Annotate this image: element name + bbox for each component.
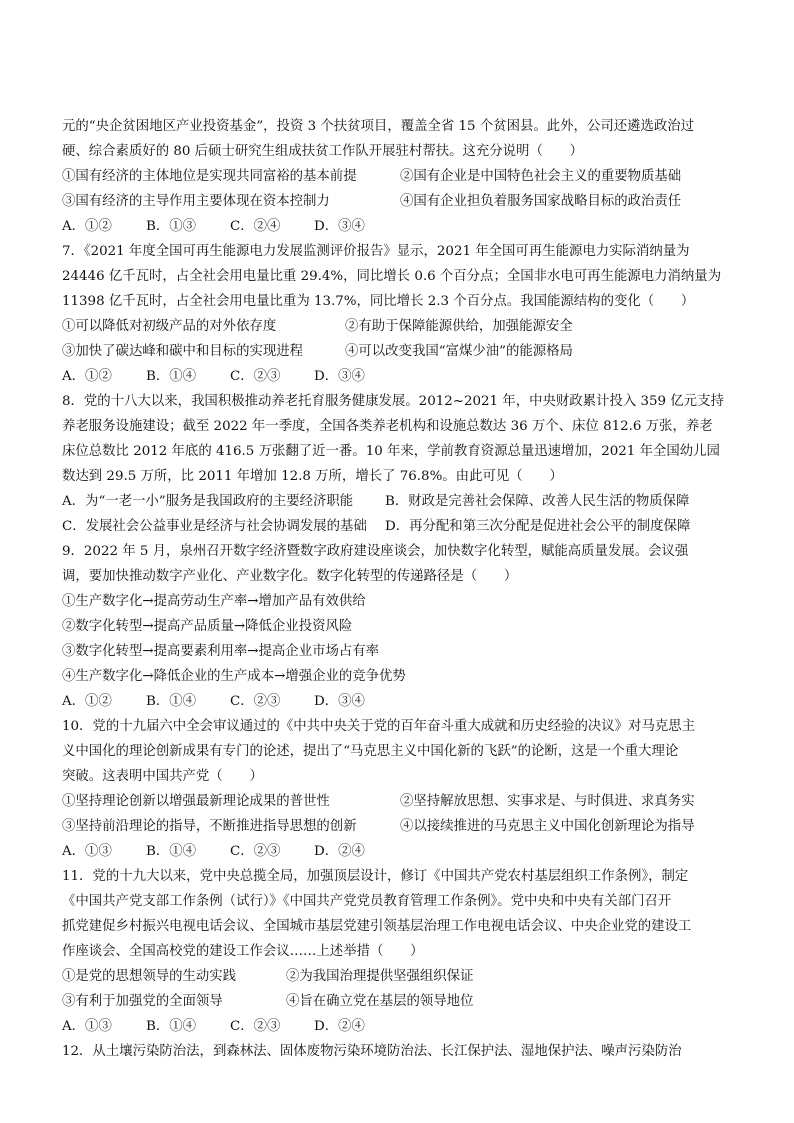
question-stem-line: 8．党的十八大以来，我国积极推动养老托育服务健康发展。2012~2021 年，中央财政累计投入 359 亿元支持 bbox=[62, 394, 724, 409]
option-row bbox=[62, 814, 732, 839]
question-6 bbox=[62, 114, 732, 239]
answer-d: D．③④ bbox=[314, 219, 365, 234]
answer-c: C．②③ bbox=[230, 369, 281, 384]
option-4: ④国有企业担负着服务国家战略目标的政治责任 bbox=[400, 194, 682, 209]
question-stem-line: 义中国化的理论创新成果有专门的论述，提出了“马克思主义中国化新的飞跃”的论断，这是一个重大理论 bbox=[62, 744, 679, 759]
option-row bbox=[62, 964, 732, 989]
question-stem-line: 数达到 29.5 万所，比 2011 年增加 12.8 万所，增长了 76.8%。由此可见（ ） bbox=[62, 469, 563, 484]
question-9 bbox=[62, 539, 732, 714]
option-3: ③有利于加强党的全面领导 bbox=[62, 994, 223, 1009]
choice-d: D．再分配和第三次分配是促进社会公平的制度保障 bbox=[385, 519, 691, 534]
answer-choices bbox=[62, 839, 732, 864]
choice-a: A．为“一老一小”服务是我国政府的主要经济职能 bbox=[62, 494, 354, 509]
option-4: ④旨在确立党在基层的领导地位 bbox=[286, 994, 474, 1009]
choice-row bbox=[62, 489, 732, 514]
question-stem-line: 《中国共产党支部工作条例（试行）》《中国共产党党员教育管理工作条例》。党中央和中央有关部门召开 bbox=[62, 894, 672, 909]
question-stem-line: 12．从土壤污染防治法，到森林法、固体废物污染环境防治法、长江保护法、湿地保护法、噪声污染防治 bbox=[62, 1044, 682, 1059]
answer-b: B．①③ bbox=[146, 219, 197, 234]
option-2: ②有助于保障能源供给，加强能源安全 bbox=[345, 319, 573, 334]
question-7 bbox=[62, 239, 732, 389]
option-2: ②国有企业是中国特色社会主义的重要物质基础 bbox=[400, 169, 682, 184]
question-stem-line: 11．党的十九大以来，党中央总揽全局，加强顶层设计，修订《中国共产党农村基层组织工作条例》，制定 bbox=[62, 869, 689, 884]
question-8 bbox=[62, 389, 732, 539]
answer-d: D．③④ bbox=[314, 694, 365, 709]
option-row bbox=[62, 189, 732, 214]
question-stem-line: 10．党的十九届六中全会审议通过的《中共中央关于党的百年奋斗重大成就和历史经验的决议》对马克思主 bbox=[62, 719, 696, 734]
question-12 bbox=[62, 1039, 732, 1064]
option-4: ④以接续推进的马克思主义中国化创新理论为指导 bbox=[400, 819, 695, 834]
exam-page bbox=[62, 114, 732, 1064]
answer-b: B．①④ bbox=[146, 369, 197, 384]
option-3: ③加快了碳达峰和碳中和目标的实现进程 bbox=[62, 344, 304, 359]
choice-row bbox=[62, 514, 732, 539]
answer-d: D．③④ bbox=[314, 369, 365, 384]
option-2: ②为我国治理提供坚强组织保证 bbox=[286, 969, 474, 984]
choice-c: C．发展社会公益事业是经济与社会协调发展的基础 bbox=[62, 519, 367, 534]
answer-choices bbox=[62, 364, 732, 389]
question-stem-line: 硬、综合素质好的 80 后硕士研究生组成扶贫工作队开展驻村帮扶。这充分说明（ ） bbox=[62, 144, 584, 159]
answer-c: C．②③ bbox=[230, 844, 281, 859]
question-stem-line: 7．《2021 年度全国可再生能源电力发展监测评价报告》显示，2021 年全国可再生能源电力实际消纳量为 bbox=[62, 244, 690, 259]
answer-choices bbox=[62, 214, 732, 239]
answer-b: B．①④ bbox=[146, 1019, 197, 1034]
question-10 bbox=[62, 714, 732, 864]
question-stem-line: 抓党建促乡村振兴电视电话会议、全国城市基层党建引领基层治理工作电视电话会议、中央企业党的建设工 bbox=[62, 919, 692, 934]
answer-a: A．①② bbox=[62, 369, 112, 384]
answer-b: B．①④ bbox=[146, 844, 197, 859]
option-row bbox=[62, 989, 732, 1014]
option-row bbox=[62, 789, 732, 814]
question-stem-line: 突破。这表明中国共产党（ ） bbox=[62, 769, 263, 784]
question-stem-line: 24446 亿千瓦时，占全社会用电量比重 29.4%，同比增长 0.6 个百分点；全国非水电可再生能源电力消纳量为 bbox=[62, 269, 722, 284]
answer-c: C．②③ bbox=[230, 694, 281, 709]
question-stem-line: 9．2022 年 5 月，泉州召开数字经济暨数字政府建设座谈会，加快数字化转型，赋能高质量发展。会议强 bbox=[62, 544, 689, 559]
option-1: ①国有经济的主体地位是实现共同富裕的基本前提 bbox=[62, 169, 357, 184]
question-11 bbox=[62, 864, 732, 1039]
option-4: ④可以改变我国“富煤少油”的能源格局 bbox=[345, 344, 573, 359]
option-row bbox=[62, 339, 732, 364]
answer-d: D．②④ bbox=[314, 1019, 365, 1034]
answer-c: C．②④ bbox=[230, 219, 281, 234]
option-4: ④生产数字化→降低企业的生产成本→增强企业的竞争优势 bbox=[62, 669, 406, 684]
question-stem-line: 11398 亿千瓦时，占全社会用电量比重为 13.7%，同比增长 2.3 个百分点。我国能源结构的变化（ ） bbox=[62, 294, 695, 309]
answer-a: A．①③ bbox=[62, 1019, 112, 1034]
option-row bbox=[62, 314, 732, 339]
option-3: ③数字化转型→提高要素利用率→提高企业市场占有率 bbox=[62, 644, 380, 659]
question-stem-line: 作座谈会、全国高校党的建设工作会议……上述举措（ ） bbox=[62, 944, 424, 959]
answer-choices bbox=[62, 1014, 732, 1039]
option-2: ②数字化转型→提高产品质量→降低企业投资风险 bbox=[62, 619, 353, 634]
answer-a: A．①③ bbox=[62, 844, 112, 859]
option-3: ③国有经济的主导作用主要体现在资本控制力 bbox=[62, 194, 330, 209]
option-3: ③坚持前沿理论的指导，不断推进指导思想的创新 bbox=[62, 819, 357, 834]
answer-b: B．①④ bbox=[146, 694, 197, 709]
question-stem-line: 床位总数比 2012 年底的 416.5 万张翻了近一番。10 年来，学前教育资源总量迅速增加，2021 年全国幼儿园 bbox=[62, 444, 720, 459]
option-1: ①生产数字化→提高劳动生产率→增加产品有效供给 bbox=[62, 594, 366, 609]
answer-a: A．①② bbox=[62, 694, 112, 709]
option-2: ②坚持解放思想、实事求是、与时俱进、求真务实 bbox=[400, 794, 695, 809]
answer-d: D．②④ bbox=[314, 844, 365, 859]
question-stem-line: 养老服务设施建设；截至 2022 年一季度，全国各类养老机构和设施总数达 36 万个、床位 812.6 万张，养老 bbox=[62, 419, 713, 434]
option-1: ①可以降低对初级产品的对外依存度 bbox=[62, 319, 277, 334]
option-row bbox=[62, 164, 732, 189]
question-stem-line: 调，要加快推动数字产业化、产业数字化。数字化转型的传递路径是（ ） bbox=[62, 569, 518, 584]
answer-a: A．①② bbox=[62, 219, 112, 234]
option-1: ①是党的思想领导的生动实践 bbox=[62, 969, 237, 984]
answer-c: C．②③ bbox=[230, 1019, 281, 1034]
choice-b: B．财政是完善社会保障、改善人民生活的物质保障 bbox=[385, 494, 690, 509]
question-stem-line: 元的“央企贫困地区产业投资基金”，投资 3 个扶贫项目，覆盖全省 15 个贫困县。此外，公司还遴选政治过 bbox=[62, 119, 695, 134]
answer-choices bbox=[62, 689, 732, 714]
option-1: ①坚持理论创新以增强最新理论成果的普世性 bbox=[62, 794, 330, 809]
